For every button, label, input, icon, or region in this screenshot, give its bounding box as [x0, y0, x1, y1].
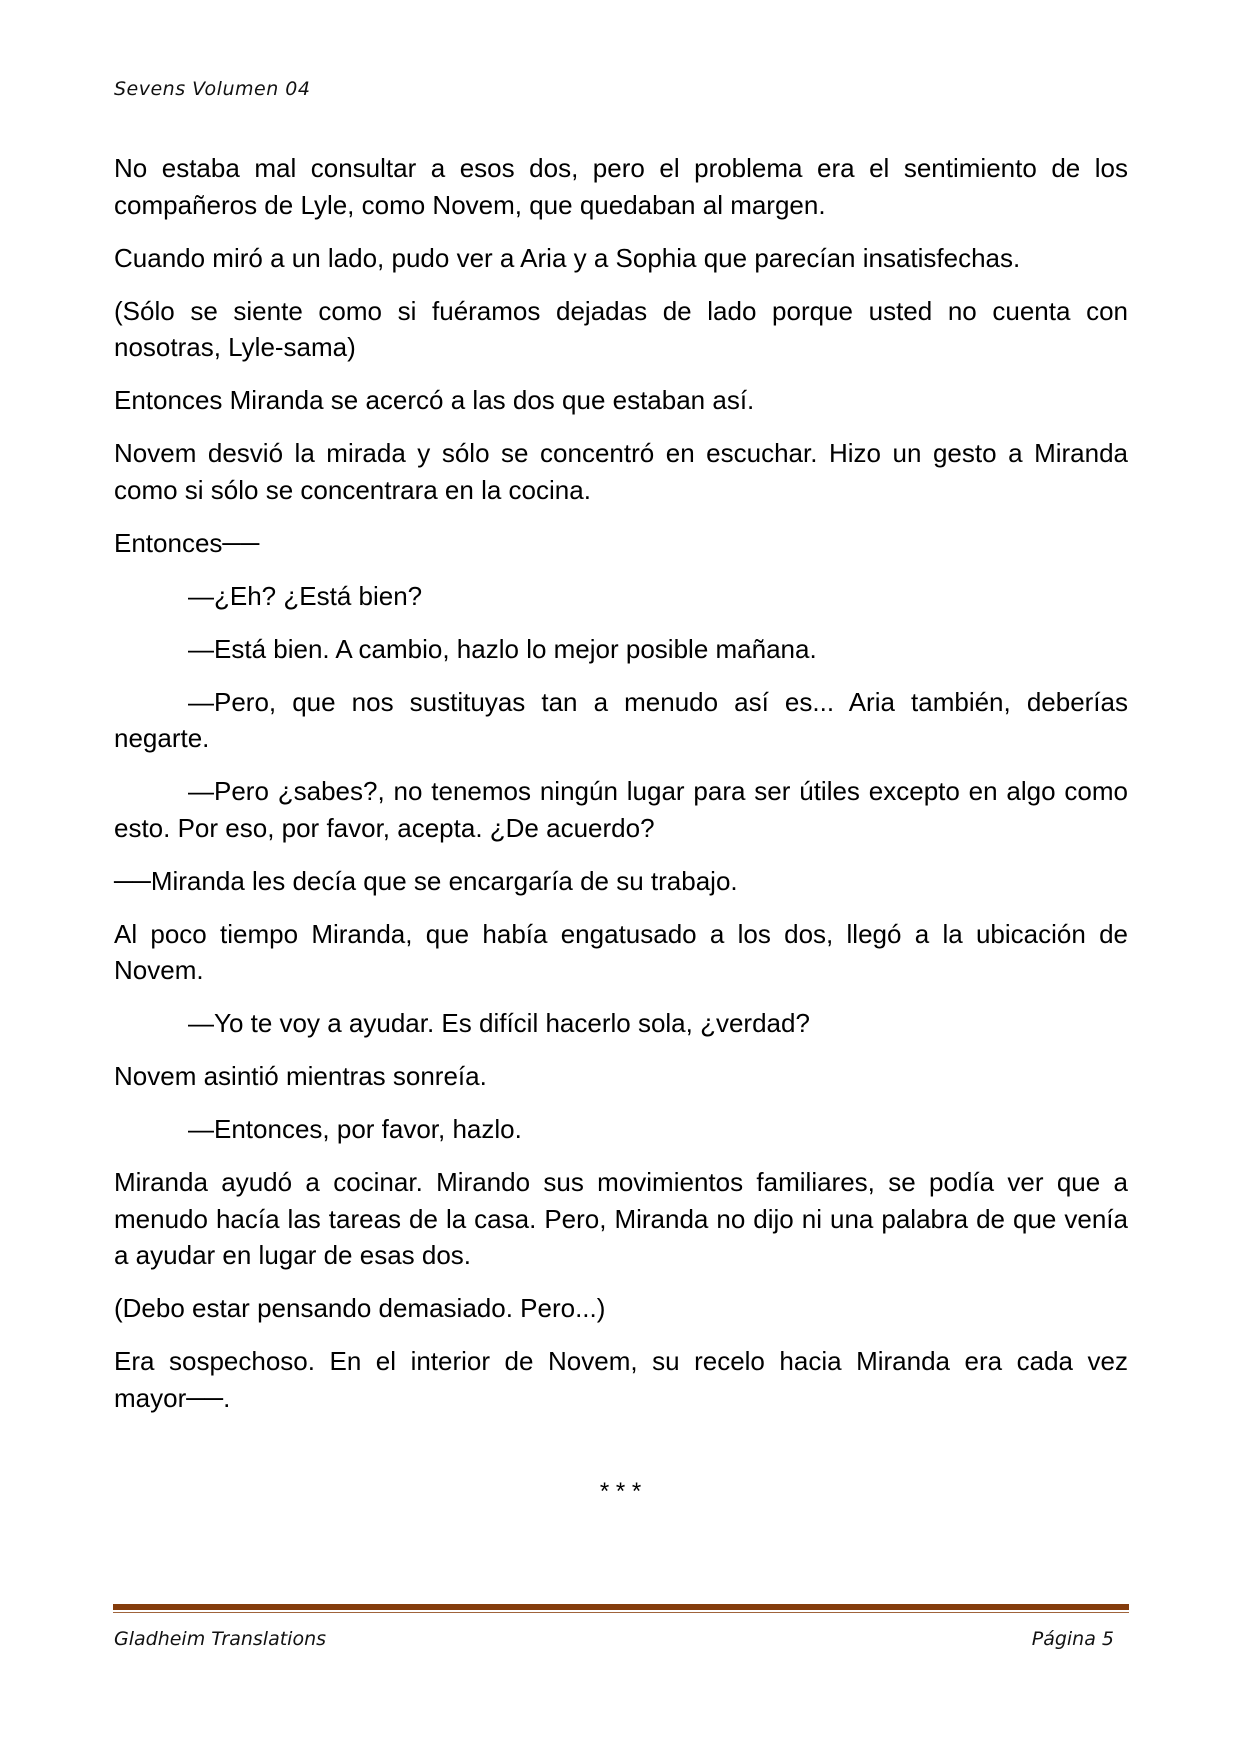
paragraph: No estaba mal consultar a esos dos, pero el problema era el sentimiento de los compañeros de Lyle, como Novem, que quedaban al margen. — [114, 153, 1128, 220]
dialogue-line: —Pero, que nos sustituyas tan a menudo así es... Aria también, deberías negarte. — [114, 686, 1128, 753]
page-number: Página 5 — [1031, 1628, 1114, 1650]
paragraph: (Debo estar pensando demasiado. Pero...) — [114, 1293, 606, 1323]
dialogue-line: —Está bien. A cambio, hazlo lo mejor posible mañana. — [188, 633, 817, 664]
paragraph: Miranda ayudó a cocinar. Mirando sus movimientos familiares, se podía ver que a menudo hacía las tareas de la casa. Pero, Miranda no dijo ni una palabra de que venía a ayudar en lugar de esas dos. — [114, 1167, 1128, 1270]
footer-rule-thin — [113, 1612, 1129, 1613]
running-header: Sevens Volumen 04 — [114, 78, 311, 100]
dialogue-line: —Yo te voy a ayudar. Es difícil hacerlo sola, ¿verdad? — [188, 1008, 810, 1038]
dialogue-line: —Pero ¿sabes?, no tenemos ningún lugar para ser útiles excepto en algo como esto. Por eso, por favor, acepta. ¿De acuerdo? — [114, 776, 1128, 843]
footer-rule — [113, 1604, 1129, 1613]
paragraph: (Sólo se siente como si fuéramos dejadas de lado porque usted no cuenta con nosotras, Lyle-sama) — [114, 295, 1128, 362]
scene-separator: * * * — [599, 1478, 642, 1505]
paragraph: Entonces── — [114, 527, 260, 558]
dialogue-line: —¿Eh? ¿Está bien? — [188, 580, 423, 611]
page-body — [114, 150, 1128, 1433]
paragraph: ──Miranda les decía que se encargaría de su trabajo. — [114, 865, 738, 896]
footer-credit: Gladheim Translations — [114, 1628, 327, 1650]
paragraph: Al poco tiempo Miranda, que había engatusado a los dos, llegó a la ubicación de Novem. — [114, 918, 1128, 985]
paragraph: Entonces Miranda se acercó a las dos que estaban así. — [114, 385, 755, 415]
paragraph: Novem asintió mientras sonreía. — [114, 1061, 487, 1091]
footer-rule-thick — [113, 1604, 1129, 1610]
paragraph: Cuando miró a un lado, pudo ver a Aria y a Sophia que parecían insatisfechas. — [114, 242, 1021, 273]
paragraph: Novem desvió la mirada y sólo se concentró en escuchar. Hizo un gesto a Miranda como si sólo se concentrara en la cocina. — [114, 438, 1128, 505]
paragraph: Era sospechoso. En el interior de Novem, su recelo hacia Miranda era cada vez mayor──. — [114, 1346, 1128, 1413]
dialogue-line: —Entonces, por favor, hazlo. — [188, 1114, 522, 1144]
